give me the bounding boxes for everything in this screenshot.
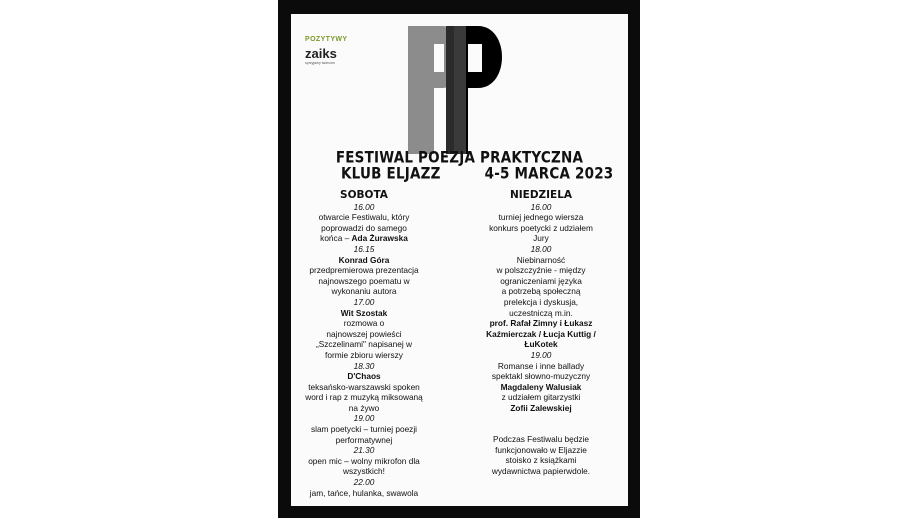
program-line: konkurs poetycki z udziałem bbox=[489, 222, 593, 233]
performer-name: prof. Rafał Zimny i Łukasz bbox=[489, 318, 593, 329]
program-line: najnowszego poematu w bbox=[318, 275, 410, 286]
pozytywy-logo: POZYTYWY bbox=[305, 36, 348, 43]
note-line: Podczas Festiwalu będzie bbox=[493, 434, 589, 444]
program-line: przedpremierowa prezentacja bbox=[309, 265, 419, 276]
festival-date: 4-5 MARCA 2023 bbox=[484, 164, 614, 184]
note-line: wydawnictwa papierwdole. bbox=[491, 465, 591, 476]
program-time: 16.15 bbox=[353, 243, 375, 254]
program-line: najnowszej powieści bbox=[326, 328, 402, 339]
saturday-program bbox=[289, 190, 439, 498]
program-line: wszystkich! bbox=[343, 466, 385, 477]
saturday-lines bbox=[289, 202, 439, 499]
day-heading-sunday: NIEDZIELA bbox=[509, 189, 573, 201]
program-line: teksańsko-warszawski spoken bbox=[308, 381, 420, 392]
bookstand-note bbox=[466, 434, 616, 476]
program-line: rozmowa o bbox=[343, 318, 385, 329]
program-line: slam poetycki – turniej poezji bbox=[310, 424, 418, 435]
program-line: spektakl słowno-muzyczny bbox=[491, 371, 591, 382]
venue: KLUB ELJAZZ bbox=[341, 164, 441, 184]
venue-and-date bbox=[341, 165, 613, 183]
program-line: końca – Ada Żurawska bbox=[320, 233, 408, 244]
festival-title: FESTIWAL POEZJA PRAKTYCZNA bbox=[335, 148, 584, 168]
program-line: turniej jednego wiersza bbox=[498, 212, 584, 223]
zaiks-logo: zaiks bbox=[305, 46, 337, 61]
note-line: stoisko z książkami bbox=[505, 455, 577, 466]
program-line: poprowadzi do samego bbox=[321, 222, 407, 233]
program-line: Romanse i inne ballady bbox=[497, 360, 585, 371]
program-line: uczestniczą m.in. bbox=[509, 307, 573, 318]
program-time: 18.00 bbox=[530, 243, 552, 254]
program-time: 19.00 bbox=[353, 413, 375, 424]
program-time: 19.00 bbox=[530, 349, 552, 360]
program-time: 18.30 bbox=[353, 360, 375, 371]
program-line: a potrzebą społeczną bbox=[501, 286, 581, 297]
program-line: „Szczelinami" napisanej w bbox=[315, 339, 413, 350]
program-line: performatywnej bbox=[335, 434, 393, 445]
sunday-program bbox=[466, 190, 616, 413]
program-line: prelekcja i dyskusja, bbox=[503, 296, 579, 307]
performer-name: Magdaleny Walusiak bbox=[500, 381, 582, 392]
program-time: 16.00 bbox=[530, 201, 552, 212]
program-line: ograniczeniami języka bbox=[500, 275, 582, 286]
program-time: 22.00 bbox=[353, 477, 375, 488]
program-line: formie zbioru wierszy bbox=[325, 349, 403, 360]
note-line: funkcjonowało w Eljazzie bbox=[495, 444, 587, 455]
program-line: otwarcie Festiwalu, który bbox=[318, 212, 410, 223]
performer-name: Wit Szostak bbox=[340, 307, 388, 318]
program-line: w polszczyźnie - między bbox=[496, 265, 586, 276]
program-time: 17.00 bbox=[353, 296, 375, 307]
program-line: Niebinarność bbox=[516, 254, 566, 265]
performer-name: Ada Żurawska bbox=[351, 233, 408, 244]
festival-p-logo bbox=[406, 26, 516, 154]
program-line: Jury bbox=[533, 233, 549, 244]
program-line: open mic – wolny mikrofon dla bbox=[308, 455, 420, 466]
zaiks-tagline: sprzyjamy twórcom bbox=[305, 61, 335, 65]
sponsor-logos bbox=[305, 36, 365, 65]
performer-name: ŁuKotek bbox=[524, 339, 558, 350]
performer-name: D'Chaos bbox=[347, 371, 381, 382]
program-line: z udziałem gitarzystki bbox=[501, 392, 581, 403]
day-heading-saturday: SOBOTA bbox=[340, 189, 388, 201]
poster bbox=[291, 14, 628, 506]
program-line: wykonaniu autora bbox=[331, 286, 397, 297]
program-line: word i rap z muzyką miksowaną bbox=[305, 392, 423, 403]
performer-name: Konrad Góra bbox=[338, 254, 390, 265]
sunday-lines bbox=[466, 202, 616, 414]
performer-name: Kaźmierczak / Łucja Kuttig / bbox=[486, 328, 596, 339]
program-time: 21.30 bbox=[353, 445, 375, 456]
program-line: na żywo bbox=[348, 402, 380, 413]
performer-name: Zofii Zalewskiej bbox=[510, 402, 572, 413]
program-time: 16.00 bbox=[353, 201, 375, 212]
program-line: jam, tańce, hulanka, swawola bbox=[309, 487, 419, 498]
